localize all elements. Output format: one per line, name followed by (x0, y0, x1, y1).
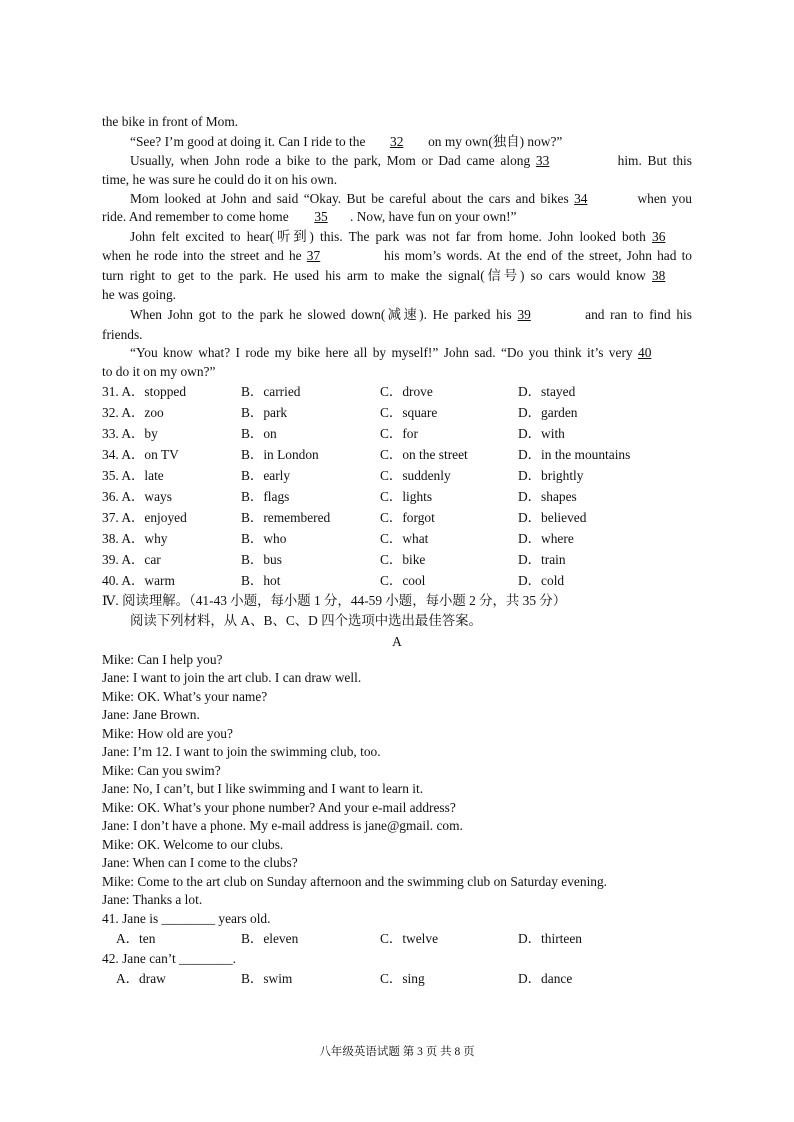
option-c: C．drove (380, 384, 433, 399)
option-d: D．where (518, 531, 574, 546)
option-b: B．early (241, 468, 291, 483)
option-d: D．dance (518, 971, 573, 986)
option-b: B．flags (241, 489, 290, 504)
option-a: 36. A．ways (102, 489, 172, 504)
passage-text: friends. (102, 327, 143, 342)
option-c: C．on the street (380, 447, 468, 462)
option-c: C．bike (380, 552, 426, 567)
dialogue-line: Mike: How old are you? (102, 726, 233, 741)
passage-line (102, 363, 692, 381)
passage-line (102, 171, 692, 189)
passage-text: ride. And remember to come home (102, 209, 289, 224)
page-footer: 八年级英语试题 第 3 页 共 8 页 (319, 1046, 475, 1058)
option-b: B．in London (241, 447, 319, 462)
passage-line (102, 306, 692, 324)
passage-text: Usually, when John rode a bike to the park, Mom or Dad came along (130, 153, 531, 168)
option-b: B．carried (241, 384, 301, 399)
option-c: C．square (380, 405, 438, 420)
passage-text: when he rode into the street and he (102, 248, 302, 263)
passage-label: A (392, 634, 402, 649)
option-b: B．swim (241, 971, 293, 986)
dialogue-line: Jane: Jane Brown. (102, 707, 200, 722)
passage-text: to do it on my own?” (102, 364, 216, 379)
dialogue-line: Mike: OK. What’s your phone number? And your e-mail address? (102, 800, 456, 815)
option-c: C．what (380, 531, 429, 546)
blank-34: 34 (574, 191, 588, 206)
section-title: Ⅳ. 阅读理解。（41-43 小题，每小题 1 分，44-59 小题，每小题 2 分，共 35 分） (102, 593, 567, 608)
passage-text: When John got to the park he slowed down(减速). He parked his (130, 307, 512, 322)
option-b: B．hot (241, 573, 281, 588)
passage-line (102, 344, 692, 362)
dialogue-line: Jane: I want to join the art club. I can draw well. (102, 670, 362, 685)
option-d: D．believed (518, 510, 587, 525)
option-a: 33. A．by (102, 426, 158, 441)
passage-text: time, he was sure he could do it on his own. (102, 172, 338, 187)
passage-text: his mom’s words. At the end of the street, John had to (383, 248, 692, 263)
dialogue-line: Jane: No, I can’t, but I like swimming and I want to learn it. (102, 781, 424, 796)
option-b: B．park (241, 405, 288, 420)
passage-text: . Now, have fun on your own!” (350, 209, 517, 224)
passage-text: when you (637, 191, 692, 206)
option-b: B．who (241, 531, 287, 546)
passage-line (102, 326, 692, 344)
passage-line (102, 190, 692, 208)
option-b: B．eleven (241, 931, 299, 946)
option-a: 32. A．zoo (102, 405, 164, 420)
dialogue-line: Mike: Come to the art club on Sunday afternoon and the swimming club on Saturday evening. (102, 874, 608, 889)
option-a: 39. A．car (102, 552, 161, 567)
dialogue-line: Mike: Can I help you? (102, 652, 223, 667)
option-a: A．draw (116, 971, 166, 986)
option-c: C．for (380, 426, 418, 441)
section-instruction: 阅读下列材料，从 A、B、C、D 四个选项中选出最佳答案。 (130, 613, 482, 628)
passage-text: on my own(独自) now?” (428, 134, 563, 149)
dialogue-line: Jane: Thanks a lot. (102, 892, 203, 907)
option-a: 37. A．enjoyed (102, 510, 187, 525)
passage-line (102, 267, 692, 285)
option-c: C．cool (380, 573, 426, 588)
blank-37: 37 (306, 248, 321, 263)
option-b: B．remembered (241, 510, 331, 525)
dialogue-line: Mike: OK. What’s your name? (102, 689, 268, 704)
option-a: 34. A．on TV (102, 447, 179, 462)
passage-text: he was going. (102, 287, 177, 302)
blank-36: 36 (652, 229, 666, 244)
option-d: D．in the mountains (518, 447, 631, 462)
option-c: C．suddenly (380, 468, 451, 483)
option-b: B．on (241, 426, 277, 441)
blank-35: 35 (314, 209, 328, 224)
option-a: 40. A．warm (102, 573, 175, 588)
option-d: D．train (518, 552, 566, 567)
passage-line (102, 152, 692, 170)
dialogue-line: Jane: When can I come to the clubs? (102, 855, 298, 870)
option-a: 38. A．why (102, 531, 168, 546)
passage-line (102, 133, 692, 151)
blank-39: 39 (517, 307, 531, 322)
option-a: 35. A．late (102, 468, 164, 483)
passage-text: Mom looked at John and said “Okay. But be careful about the cars and bikes (130, 191, 569, 206)
blank-38: 38 (651, 268, 666, 283)
option-c: C．lights (380, 489, 433, 504)
dialogue-line: Jane: I’m 12. I want to join the swimming club, too. (102, 744, 381, 759)
option-c: C．forgot (380, 510, 435, 525)
option-d: D．brightly (518, 468, 584, 483)
option-a: A．ten (116, 931, 156, 946)
passage-text: “You know what? I rode my bike here all by myself!” John sad. “Do you think it’s very (130, 345, 633, 360)
option-d: D．stayed (518, 384, 576, 399)
blank-33: 33 (535, 153, 550, 168)
passage-text: turn right to get to the park. He used his arm to make the signal(信号) so cars would know (102, 268, 646, 283)
option-d: D．thirteen (518, 931, 582, 946)
passage-text: and ran to find his (585, 307, 692, 322)
passage-text: him. But this (617, 153, 692, 168)
dialogue-line: Jane: I don’t have a phone. My e-mail address is jane@gmail. com. (102, 818, 463, 833)
passage-line (102, 208, 692, 226)
passage-line (102, 286, 692, 304)
dialogue-line: Mike: Can you swim? (102, 763, 221, 778)
option-b: B．bus (241, 552, 282, 567)
option-d: D．cold (518, 573, 565, 588)
option-c: C．sing (380, 971, 425, 986)
blank-40: 40 (638, 345, 652, 360)
option-d: D．garden (518, 405, 578, 420)
option-d: D．shapes (518, 489, 577, 504)
passage-text: “See? I’m good at doing it. Can I ride to the (130, 134, 366, 149)
question-42-stem: 42. Jane can’t ________. (102, 951, 237, 966)
passage-line (102, 228, 692, 246)
option-a: 31. A．stopped (102, 384, 187, 399)
blank-32: 32 (390, 134, 404, 149)
passage-line (102, 247, 692, 265)
passage-line (102, 113, 692, 131)
question-41-stem: 41. Jane is ________ years old. (102, 911, 271, 926)
passage-text: John felt excited to hear(听到) this. The park was not far from home. John looked both (130, 229, 646, 244)
option-d: D．with (518, 426, 565, 441)
option-c: C．twelve (380, 931, 439, 946)
dialogue-line: Mike: OK. Welcome to our clubs. (102, 837, 284, 852)
passage-text: the bike in front of Mom. (102, 114, 239, 129)
